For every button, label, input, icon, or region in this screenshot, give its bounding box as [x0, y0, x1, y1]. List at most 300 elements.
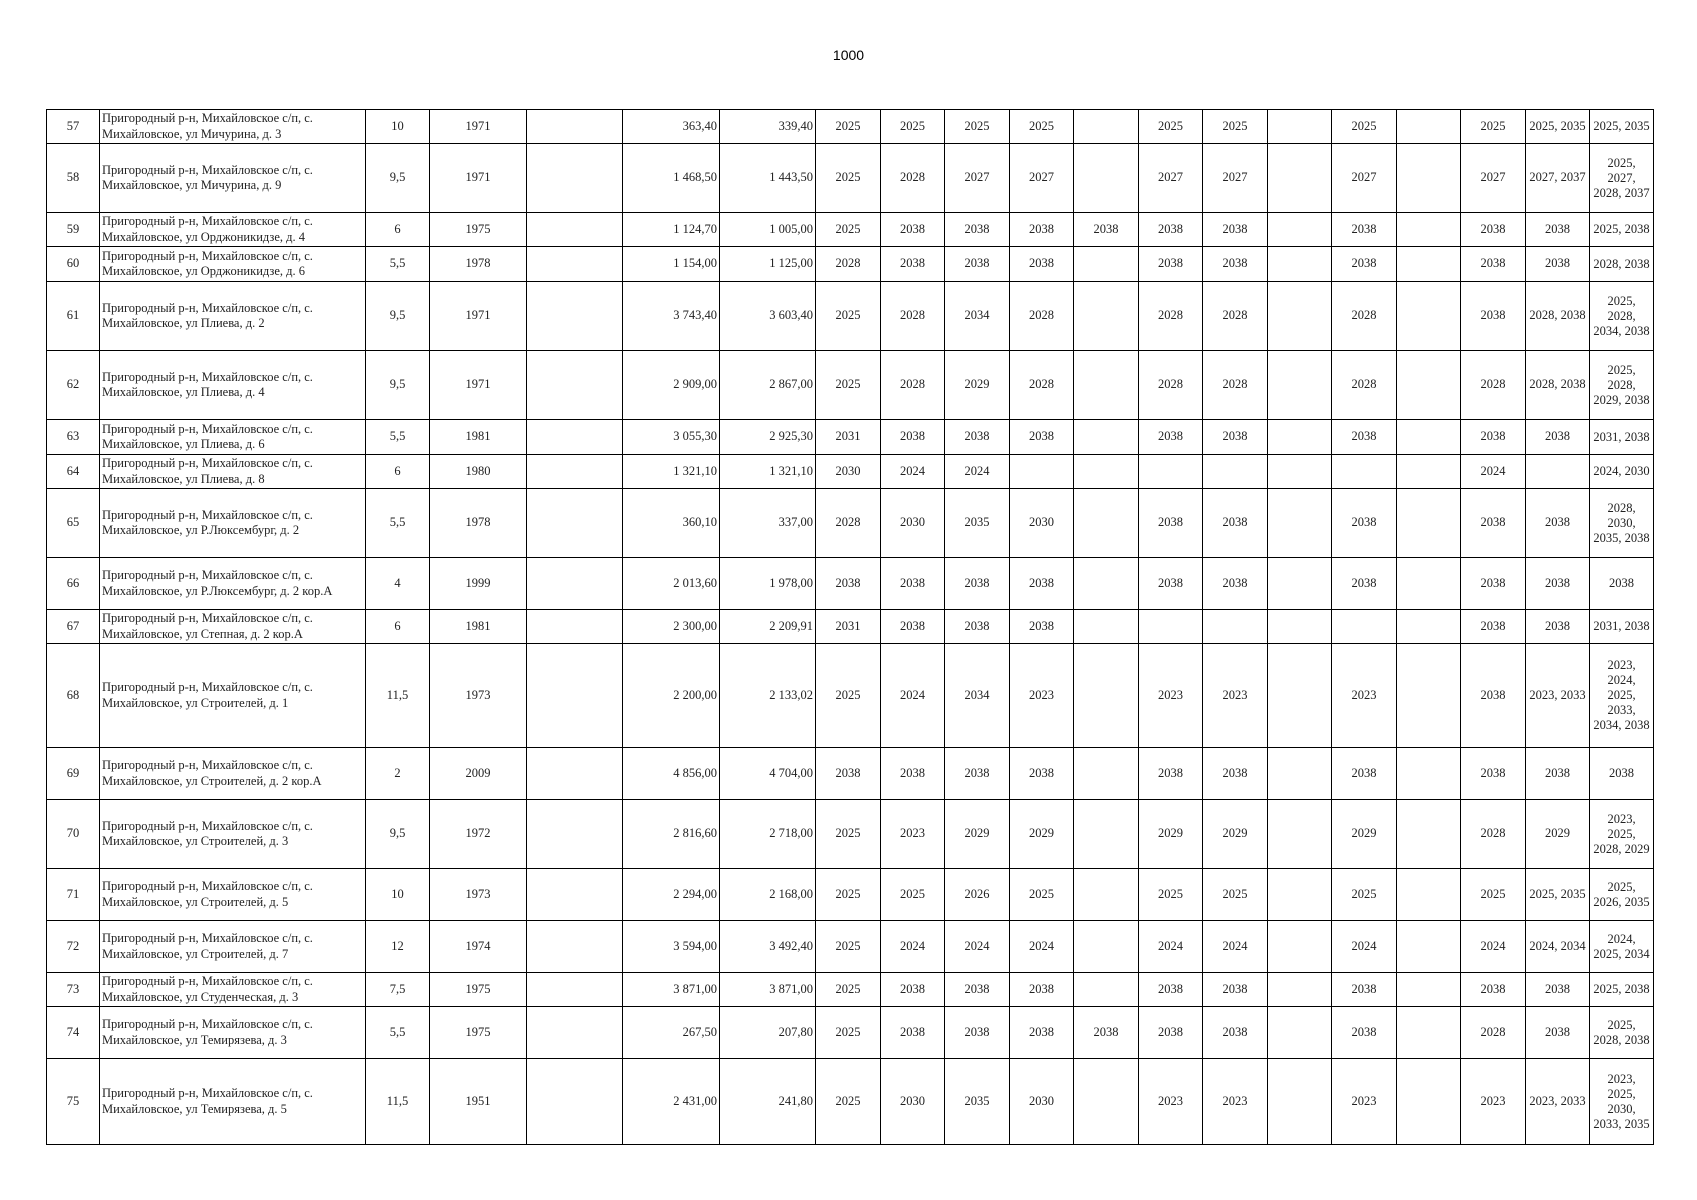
- living-area-cell: 2 133,02: [720, 644, 816, 748]
- living-area-cell: 4 704,00: [720, 748, 816, 800]
- work-year-cell-c16: 2038: [1332, 1007, 1397, 1059]
- address-cell: Пригородный р-н, Михайловское с/п, с. Михайловское, ул Строителей, д. 3: [100, 800, 366, 869]
- work-year-cell-c18: 2025: [1461, 869, 1526, 921]
- empty-cell: [527, 247, 623, 282]
- work-year-cell-c14: [1203, 455, 1268, 489]
- work-year-cell-c8: 2031: [816, 610, 881, 644]
- work-year-cell-c14: 2028: [1203, 282, 1268, 351]
- work-year-cell-c17: [1397, 869, 1461, 921]
- work-year-cell-c11: 2038: [1010, 1007, 1074, 1059]
- table-row: [47, 973, 1654, 1007]
- total-area-cell: 4 856,00: [623, 748, 720, 800]
- living-area-cell: 241,80: [720, 1059, 816, 1145]
- row-number-cell: 68: [47, 644, 100, 748]
- table-body: [47, 110, 1654, 1145]
- living-area-cell: 1 125,00: [720, 247, 816, 282]
- work-year-cell-c13: 2027: [1139, 144, 1203, 213]
- summary-years-cell: 2025, 2026, 2035: [1590, 869, 1654, 921]
- work-year-cell-c10: 2029: [945, 800, 1010, 869]
- living-area-cell: 2 168,00: [720, 869, 816, 921]
- housing-register-table: [46, 109, 1654, 1145]
- wear-cell: 9,5: [366, 282, 430, 351]
- work-year-cell-c19: 2027, 2037: [1526, 144, 1590, 213]
- row-number-cell: 69: [47, 748, 100, 800]
- work-year-cell-c9: 2038: [881, 610, 945, 644]
- empty-cell: [527, 213, 623, 247]
- total-area-cell: 1 468,50: [623, 144, 720, 213]
- summary-years-cell: 2025, 2038: [1590, 973, 1654, 1007]
- table-row: [47, 869, 1654, 921]
- work-year-cell-c13: 2038: [1139, 973, 1203, 1007]
- table-row: [47, 351, 1654, 420]
- work-year-cell-c15: [1268, 247, 1332, 282]
- summary-years-cell: 2024, 2030: [1590, 455, 1654, 489]
- address-cell: Пригородный р-н, Михайловское с/п, с. Михайловское, ул Плиева, д. 8: [100, 455, 366, 489]
- work-year-cell-c15: [1268, 213, 1332, 247]
- wear-cell: 5,5: [366, 247, 430, 282]
- work-year-cell-c14: 2023: [1203, 1059, 1268, 1145]
- row-number-cell: 66: [47, 558, 100, 610]
- table-row: [47, 1007, 1654, 1059]
- work-year-cell-c15: [1268, 1059, 1332, 1145]
- work-year-cell-c12: [1074, 455, 1139, 489]
- work-year-cell-c15: [1268, 351, 1332, 420]
- work-year-cell-c13: 2025: [1139, 869, 1203, 921]
- row-number-cell: 58: [47, 144, 100, 213]
- work-year-cell-c10: 2026: [945, 869, 1010, 921]
- work-year-cell-c15: [1268, 455, 1332, 489]
- work-year-cell-c16: 2027: [1332, 144, 1397, 213]
- work-year-cell-c17: [1397, 351, 1461, 420]
- work-year-cell-c11: 2027: [1010, 144, 1074, 213]
- year-built-cell: 1978: [430, 247, 527, 282]
- work-year-cell-c18: 2028: [1461, 351, 1526, 420]
- work-year-cell-c17: [1397, 420, 1461, 455]
- work-year-cell-c13: 2038: [1139, 1007, 1203, 1059]
- total-area-cell: 363,40: [623, 110, 720, 144]
- wear-cell: 6: [366, 610, 430, 644]
- empty-cell: [527, 800, 623, 869]
- summary-years-cell: 2025, 2028, 2029, 2038: [1590, 351, 1654, 420]
- work-year-cell-c14: 2038: [1203, 213, 1268, 247]
- address-cell: Пригородный р-н, Михайловское с/п, с. Михайловское, ул Мичурина, д. 3: [100, 110, 366, 144]
- work-year-cell-c12: 2038: [1074, 1007, 1139, 1059]
- work-year-cell-c19: 2038: [1526, 247, 1590, 282]
- work-year-cell-c18: 2038: [1461, 558, 1526, 610]
- work-year-cell-c16: 2038: [1332, 748, 1397, 800]
- address-cell: Пригородный р-н, Михайловское с/п, с. Михайловское, ул Строителей, д. 2 кор.А: [100, 748, 366, 800]
- living-area-cell: 339,40: [720, 110, 816, 144]
- summary-years-cell: 2025, 2028, 2034, 2038: [1590, 282, 1654, 351]
- year-built-cell: 1971: [430, 144, 527, 213]
- work-year-cell-c17: [1397, 247, 1461, 282]
- work-year-cell-c14: 2027: [1203, 144, 1268, 213]
- work-year-cell-c10: 2024: [945, 921, 1010, 973]
- empty-cell: [527, 420, 623, 455]
- work-year-cell-c12: [1074, 869, 1139, 921]
- work-year-cell-c14: 2024: [1203, 921, 1268, 973]
- work-year-cell-c8: 2028: [816, 247, 881, 282]
- work-year-cell-c18: 2038: [1461, 748, 1526, 800]
- work-year-cell-c13: 2023: [1139, 644, 1203, 748]
- work-year-cell-c13: 2023: [1139, 1059, 1203, 1145]
- year-built-cell: 1978: [430, 489, 527, 558]
- work-year-cell-c13: 2038: [1139, 748, 1203, 800]
- empty-cell: [527, 110, 623, 144]
- work-year-cell-c17: [1397, 1007, 1461, 1059]
- address-cell: Пригородный р-н, Михайловское с/п, с. Михайловское, ул Плиева, д. 4: [100, 351, 366, 420]
- work-year-cell-c9: 2028: [881, 144, 945, 213]
- work-year-cell-c19: 2038: [1526, 489, 1590, 558]
- wear-cell: 9,5: [366, 144, 430, 213]
- living-area-cell: 1 321,10: [720, 455, 816, 489]
- work-year-cell-c12: [1074, 748, 1139, 800]
- total-area-cell: 2 909,00: [623, 351, 720, 420]
- row-number-cell: 64: [47, 455, 100, 489]
- summary-years-cell: 2031, 2038: [1590, 420, 1654, 455]
- work-year-cell-c17: [1397, 610, 1461, 644]
- address-cell: Пригородный р-н, Михайловское с/п, с. Михайловское, ул Мичурина, д. 9: [100, 144, 366, 213]
- work-year-cell-c19: 2024, 2034: [1526, 921, 1590, 973]
- total-area-cell: 2 294,00: [623, 869, 720, 921]
- work-year-cell-c16: 2038: [1332, 558, 1397, 610]
- work-year-cell-c19: 2038: [1526, 748, 1590, 800]
- work-year-cell-c8: 2025: [816, 282, 881, 351]
- table-row: [47, 489, 1654, 558]
- work-year-cell-c9: 2038: [881, 973, 945, 1007]
- work-year-cell-c19: 2023, 2033: [1526, 644, 1590, 748]
- year-built-cell: 1981: [430, 610, 527, 644]
- table-row: [47, 420, 1654, 455]
- work-year-cell-c11: 2038: [1010, 973, 1074, 1007]
- work-year-cell-c19: 2025, 2035: [1526, 869, 1590, 921]
- work-year-cell-c9: 2038: [881, 420, 945, 455]
- address-cell: Пригородный р-н, Михайловское с/п, с. Михайловское, ул Плиева, д. 2: [100, 282, 366, 351]
- living-area-cell: 337,00: [720, 489, 816, 558]
- empty-cell: [527, 558, 623, 610]
- work-year-cell-c14: [1203, 610, 1268, 644]
- empty-cell: [527, 351, 623, 420]
- work-year-cell-c16: 2028: [1332, 351, 1397, 420]
- work-year-cell-c14: 2038: [1203, 247, 1268, 282]
- work-year-cell-c9: 2030: [881, 1059, 945, 1145]
- total-area-cell: 2 300,00: [623, 610, 720, 644]
- work-year-cell-c8: 2030: [816, 455, 881, 489]
- table-row: [47, 282, 1654, 351]
- work-year-cell-c8: 2025: [816, 110, 881, 144]
- summary-years-cell: 2031, 2038: [1590, 610, 1654, 644]
- work-year-cell-c15: [1268, 869, 1332, 921]
- empty-cell: [527, 644, 623, 748]
- row-number-cell: 74: [47, 1007, 100, 1059]
- table-row: [47, 247, 1654, 282]
- living-area-cell: 3 603,40: [720, 282, 816, 351]
- work-year-cell-c17: [1397, 644, 1461, 748]
- work-year-cell-c8: 2025: [816, 921, 881, 973]
- work-year-cell-c16: [1332, 455, 1397, 489]
- year-built-cell: 1975: [430, 1007, 527, 1059]
- row-number-cell: 72: [47, 921, 100, 973]
- work-year-cell-c16: 2029: [1332, 800, 1397, 869]
- work-year-cell-c18: 2023: [1461, 1059, 1526, 1145]
- total-area-cell: 1 124,70: [623, 213, 720, 247]
- work-year-cell-c9: 2038: [881, 558, 945, 610]
- work-year-cell-c16: 2038: [1332, 420, 1397, 455]
- living-area-cell: 207,80: [720, 1007, 816, 1059]
- year-built-cell: 1980: [430, 455, 527, 489]
- work-year-cell-c13: 2038: [1139, 489, 1203, 558]
- work-year-cell-c11: 2023: [1010, 644, 1074, 748]
- work-year-cell-c15: [1268, 144, 1332, 213]
- work-year-cell-c17: [1397, 558, 1461, 610]
- work-year-cell-c9: 2028: [881, 351, 945, 420]
- work-year-cell-c15: [1268, 489, 1332, 558]
- work-year-cell-c11: 2038: [1010, 748, 1074, 800]
- work-year-cell-c9: 2025: [881, 110, 945, 144]
- work-year-cell-c15: [1268, 420, 1332, 455]
- row-number-cell: 73: [47, 973, 100, 1007]
- total-area-cell: 2 816,60: [623, 800, 720, 869]
- work-year-cell-c19: 2038: [1526, 213, 1590, 247]
- work-year-cell-c8: 2025: [816, 644, 881, 748]
- work-year-cell-c16: 2024: [1332, 921, 1397, 973]
- work-year-cell-c11: 2028: [1010, 282, 1074, 351]
- wear-cell: 6: [366, 455, 430, 489]
- work-year-cell-c10: 2038: [945, 420, 1010, 455]
- work-year-cell-c14: 2029: [1203, 800, 1268, 869]
- total-area-cell: 360,10: [623, 489, 720, 558]
- work-year-cell-c19: 2023, 2033: [1526, 1059, 1590, 1145]
- work-year-cell-c12: 2038: [1074, 213, 1139, 247]
- table-row: [47, 800, 1654, 869]
- wear-cell: 11,5: [366, 1059, 430, 1145]
- year-built-cell: 1971: [430, 282, 527, 351]
- work-year-cell-c17: [1397, 110, 1461, 144]
- year-built-cell: 2009: [430, 748, 527, 800]
- work-year-cell-c9: 2038: [881, 213, 945, 247]
- work-year-cell-c9: 2024: [881, 644, 945, 748]
- table-row: [47, 644, 1654, 748]
- work-year-cell-c13: 2024: [1139, 921, 1203, 973]
- address-cell: Пригородный р-н, Михайловское с/п, с. Михайловское, ул Строителей, д. 7: [100, 921, 366, 973]
- year-built-cell: 1975: [430, 213, 527, 247]
- wear-cell: 9,5: [366, 800, 430, 869]
- summary-years-cell: 2025, 2035: [1590, 110, 1654, 144]
- work-year-cell-c11: 2038: [1010, 247, 1074, 282]
- work-year-cell-c14: 2038: [1203, 748, 1268, 800]
- work-year-cell-c9: 2030: [881, 489, 945, 558]
- work-year-cell-c10: 2038: [945, 748, 1010, 800]
- work-year-cell-c16: 2038: [1332, 247, 1397, 282]
- empty-cell: [527, 973, 623, 1007]
- work-year-cell-c12: [1074, 610, 1139, 644]
- work-year-cell-c17: [1397, 282, 1461, 351]
- summary-years-cell: 2025, 2038: [1590, 213, 1654, 247]
- work-year-cell-c11: 2025: [1010, 110, 1074, 144]
- work-year-cell-c15: [1268, 110, 1332, 144]
- work-year-cell-c18: 2024: [1461, 921, 1526, 973]
- address-cell: Пригородный р-н, Михайловское с/п, с. Михайловское, ул Студенческая, д. 3: [100, 973, 366, 1007]
- total-area-cell: 3 743,40: [623, 282, 720, 351]
- work-year-cell-c8: 2025: [816, 973, 881, 1007]
- year-built-cell: 1972: [430, 800, 527, 869]
- empty-cell: [527, 1059, 623, 1145]
- wear-cell: 7,5: [366, 973, 430, 1007]
- work-year-cell-c10: 2038: [945, 213, 1010, 247]
- work-year-cell-c13: 2038: [1139, 247, 1203, 282]
- summary-years-cell: 2023, 2025, 2030, 2033, 2035: [1590, 1059, 1654, 1145]
- work-year-cell-c14: 2038: [1203, 489, 1268, 558]
- work-year-cell-c11: 2029: [1010, 800, 1074, 869]
- table-row: [47, 558, 1654, 610]
- work-year-cell-c11: 2038: [1010, 213, 1074, 247]
- work-year-cell-c17: [1397, 144, 1461, 213]
- row-number-cell: 57: [47, 110, 100, 144]
- work-year-cell-c10: 2025: [945, 110, 1010, 144]
- row-number-cell: 60: [47, 247, 100, 282]
- work-year-cell-c13: 2038: [1139, 213, 1203, 247]
- work-year-cell-c9: 2025: [881, 869, 945, 921]
- work-year-cell-c8: 2025: [816, 1059, 881, 1145]
- empty-cell: [527, 144, 623, 213]
- table-row: [47, 455, 1654, 489]
- summary-years-cell: 2028, 2030, 2035, 2038: [1590, 489, 1654, 558]
- work-year-cell-c12: [1074, 144, 1139, 213]
- work-year-cell-c9: 2024: [881, 921, 945, 973]
- work-year-cell-c14: 2025: [1203, 110, 1268, 144]
- address-cell: Пригородный р-н, Михайловское с/п, с. Михайловское, ул Р.Люксембург, д. 2: [100, 489, 366, 558]
- work-year-cell-c15: [1268, 748, 1332, 800]
- row-number-cell: 70: [47, 800, 100, 869]
- work-year-cell-c19: 2028, 2038: [1526, 282, 1590, 351]
- work-year-cell-c13: 2025: [1139, 110, 1203, 144]
- work-year-cell-c10: 2035: [945, 489, 1010, 558]
- table-row: [47, 1059, 1654, 1145]
- empty-cell: [527, 748, 623, 800]
- work-year-cell-c18: 2027: [1461, 144, 1526, 213]
- living-area-cell: 2 209,91: [720, 610, 816, 644]
- row-number-cell: 65: [47, 489, 100, 558]
- address-cell: Пригородный р-н, Михайловское с/п, с. Михайловское, ул Плиева, д. 6: [100, 420, 366, 455]
- year-built-cell: 1971: [430, 351, 527, 420]
- total-area-cell: 1 154,00: [623, 247, 720, 282]
- work-year-cell-c12: [1074, 110, 1139, 144]
- work-year-cell-c16: 2038: [1332, 973, 1397, 1007]
- work-year-cell-c15: [1268, 644, 1332, 748]
- work-year-cell-c11: 2038: [1010, 558, 1074, 610]
- summary-years-cell: 2025, 2028, 2038: [1590, 1007, 1654, 1059]
- work-year-cell-c15: [1268, 973, 1332, 1007]
- work-year-cell-c13: [1139, 455, 1203, 489]
- address-cell: Пригородный р-н, Михайловское с/п, с. Михайловское, ул Строителей, д. 5: [100, 869, 366, 921]
- work-year-cell-c12: [1074, 1059, 1139, 1145]
- work-year-cell-c12: [1074, 921, 1139, 973]
- summary-years-cell: 2038: [1590, 558, 1654, 610]
- work-year-cell-c12: [1074, 489, 1139, 558]
- table-row: [47, 144, 1654, 213]
- work-year-cell-c16: 2038: [1332, 489, 1397, 558]
- total-area-cell: 267,50: [623, 1007, 720, 1059]
- work-year-cell-c8: 2038: [816, 748, 881, 800]
- work-year-cell-c12: [1074, 282, 1139, 351]
- living-area-cell: 3 871,00: [720, 973, 816, 1007]
- work-year-cell-c16: 2023: [1332, 1059, 1397, 1145]
- work-year-cell-c12: [1074, 558, 1139, 610]
- summary-years-cell: 2024, 2025, 2034: [1590, 921, 1654, 973]
- work-year-cell-c8: 2025: [816, 800, 881, 869]
- work-year-cell-c13: 2038: [1139, 420, 1203, 455]
- work-year-cell-c17: [1397, 921, 1461, 973]
- row-number-cell: 71: [47, 869, 100, 921]
- year-built-cell: 1999: [430, 558, 527, 610]
- address-cell: Пригородный р-н, Михайловское с/п, с. Михайловское, ул Р.Люксембург, д. 2 кор.А: [100, 558, 366, 610]
- row-number-cell: 62: [47, 351, 100, 420]
- total-area-cell: 3 055,30: [623, 420, 720, 455]
- work-year-cell-c16: 2028: [1332, 282, 1397, 351]
- living-area-cell: 2 718,00: [720, 800, 816, 869]
- wear-cell: 10: [366, 869, 430, 921]
- work-year-cell-c17: [1397, 748, 1461, 800]
- wear-cell: 4: [366, 558, 430, 610]
- total-area-cell: 3 871,00: [623, 973, 720, 1007]
- wear-cell: 5,5: [366, 1007, 430, 1059]
- work-year-cell-c11: 2025: [1010, 869, 1074, 921]
- table-row: [47, 610, 1654, 644]
- work-year-cell-c18: 2038: [1461, 610, 1526, 644]
- work-year-cell-c11: 2030: [1010, 1059, 1074, 1145]
- work-year-cell-c18: 2038: [1461, 973, 1526, 1007]
- work-year-cell-c13: 2028: [1139, 282, 1203, 351]
- work-year-cell-c15: [1268, 610, 1332, 644]
- table-row: [47, 748, 1654, 800]
- wear-cell: 5,5: [366, 489, 430, 558]
- row-number-cell: 59: [47, 213, 100, 247]
- work-year-cell-c18: 2028: [1461, 800, 1526, 869]
- page-number: 1000: [832, 47, 865, 63]
- wear-cell: 11,5: [366, 644, 430, 748]
- total-area-cell: 2 200,00: [623, 644, 720, 748]
- work-year-cell-c12: [1074, 420, 1139, 455]
- work-year-cell-c10: 2038: [945, 973, 1010, 1007]
- living-area-cell: 2 867,00: [720, 351, 816, 420]
- work-year-cell-c8: 2031: [816, 420, 881, 455]
- work-year-cell-c11: 2038: [1010, 420, 1074, 455]
- address-cell: Пригородный р-н, Михайловское с/п, с. Михайловское, ул Орджоникидзе, д. 6: [100, 247, 366, 282]
- wear-cell: 9,5: [366, 351, 430, 420]
- empty-cell: [527, 489, 623, 558]
- year-built-cell: 1973: [430, 869, 527, 921]
- summary-years-cell: 2025, 2027, 2028, 2037: [1590, 144, 1654, 213]
- work-year-cell-c8: 2025: [816, 213, 881, 247]
- work-year-cell-c14: 2028: [1203, 351, 1268, 420]
- work-year-cell-c10: 2024: [945, 455, 1010, 489]
- work-year-cell-c10: 2029: [945, 351, 1010, 420]
- wear-cell: 6: [366, 213, 430, 247]
- work-year-cell-c11: 2028: [1010, 351, 1074, 420]
- year-built-cell: 1973: [430, 644, 527, 748]
- table-row: [47, 921, 1654, 973]
- summary-years-cell: 2038: [1590, 748, 1654, 800]
- work-year-cell-c19: 2038: [1526, 1007, 1590, 1059]
- work-year-cell-c17: [1397, 800, 1461, 869]
- work-year-cell-c13: [1139, 610, 1203, 644]
- work-year-cell-c10: 2035: [945, 1059, 1010, 1145]
- address-cell: Пригородный р-н, Михайловское с/п, с. Михайловское, ул Строителей, д. 1: [100, 644, 366, 748]
- empty-cell: [527, 455, 623, 489]
- work-year-cell-c8: 2025: [816, 869, 881, 921]
- work-year-cell-c8: 2025: [816, 1007, 881, 1059]
- work-year-cell-c8: 2025: [816, 351, 881, 420]
